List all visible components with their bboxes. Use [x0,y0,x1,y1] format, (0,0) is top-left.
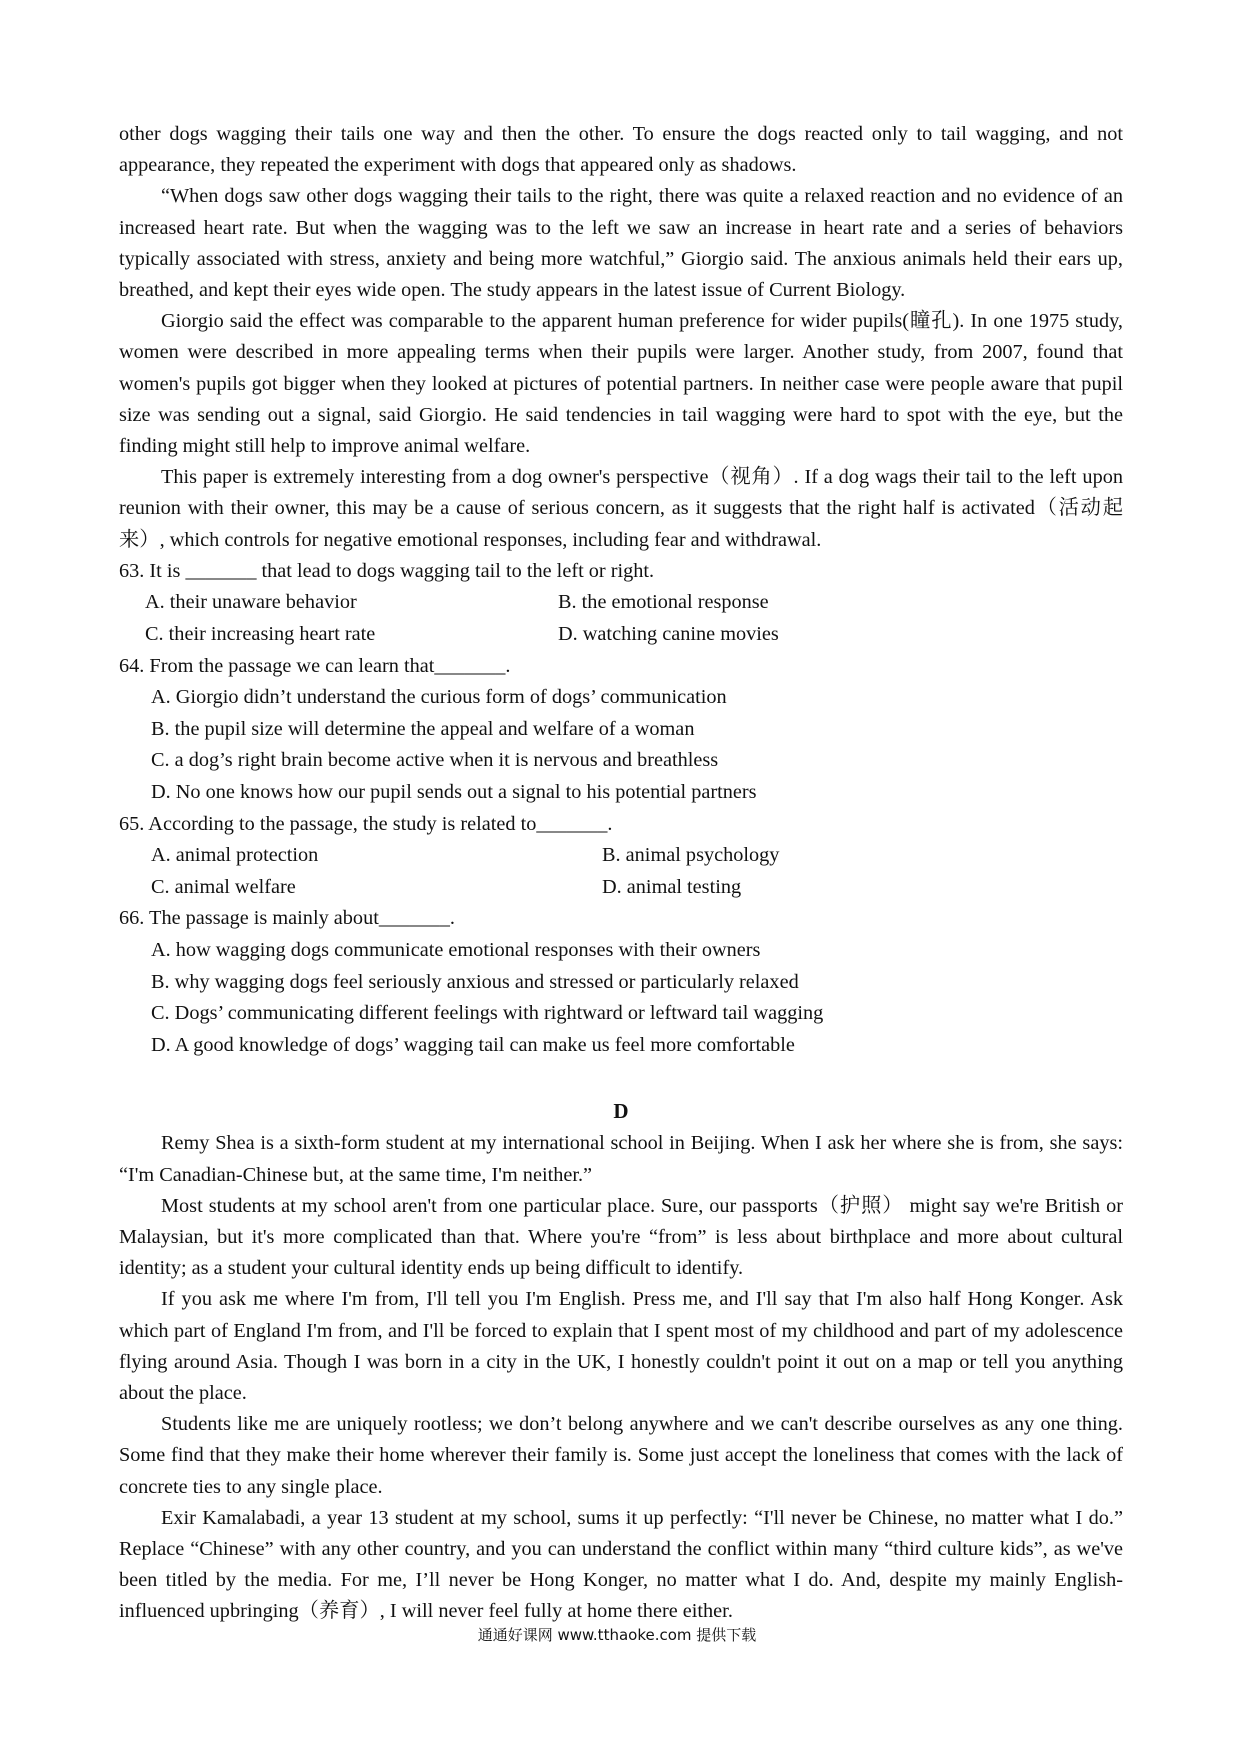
page-footer: 通通好课网 www.tthaoke.com 提供下载 [477,1626,757,1644]
option-row [119,872,1123,904]
passage-paragraph: other dogs wagging their tails one way and then the other. To ensure the dogs reacted only to tail wagging, and not appearance, they repeated the experiment with dogs that appeared only as shadows. [119,123,1123,177]
passage-paragraph: Students like me are uniquely rootless; we don’t belong anywhere and we can't describe ourselves as any one thing. Some find that they make their home wherever their family is. Some just accept the loneliness that comes with the lack of concrete ties to any single place. [119,1413,1123,1498]
option-d: D. A good knowledge of dogs’ wagging tail can make us feel more comfortable [151,1033,795,1056]
question-stem: 63. It is _______ that lead to dogs wagging tail to the left or right. [119,559,655,582]
option-c: C. their increasing heart rate [145,623,376,646]
passage-paragraph: This paper is extremely interesting from a dog owner's perspective（视角）. If a dog wags their tail to the left upon reunion with their owner, this may be a cause of serious concern, as it suggests that the right half is activated（活动起来）, which controls for negative emotional responses, including fear and withdrawal. [119,466,1123,551]
option-c: C. a dog’s right brain become active when it is nervous and breathless [151,749,719,772]
option-row [119,619,1123,651]
option-a: A. their unaware behavior [145,591,357,614]
option-b: B. animal psychology [602,844,780,867]
question-66 [119,903,1123,1061]
question-63 [119,556,1123,651]
passage-paragraph: Remy Shea is a sixth-form student at my international school in Beijing. When I ask her where she is from, she says: “I'm Canadian-Chinese but, at the same time, I'm neither.” [119,1132,1123,1186]
option-b: B. the emotional response [558,591,769,614]
option-a: A. animal protection [151,844,319,867]
section-title: D [613,1099,629,1124]
option-row [119,587,1123,619]
option-a: A. how wagging dogs communicate emotional responses with their owners [151,938,761,961]
option-b: B. why wagging dogs feel seriously anxious and stressed or particularly relaxed [151,970,799,993]
option-d: D. No one knows how our pupil sends out a signal to his potential partners [151,781,757,803]
option-b: B. the pupil size will determine the appeal and welfare of a woman [151,717,695,740]
question-65 [119,809,1123,904]
passage-paragraph: Giorgio said the effect was comparable to the apparent human preference for wider pupils(瞳孔). In one 1975 study, women were described in more appealing terms when their pupils were larger. Another study, from 2007, found that women's pupils got bigger when they looked at pictures of potential partners. In neither case were people aware that pupil size was sending out a signal, said Giorgio. He said tendencies in tail wagging were hard to spot with the eye, but the finding might still help to improve animal welfare. [119,310,1123,458]
option-c: C. animal welfare [151,875,296,898]
option-d: D. watching canine movies [558,623,779,646]
question-stem: 66. The passage is mainly about_______. [119,907,455,930]
question-stem: 64. From the passage we can learn that_______. [119,654,511,677]
option-a: A. Giorgio didn’t understand the curious form of dogs’ communication [151,686,727,709]
question-stem: 65. According to the passage, the study is related to_______. [119,812,613,835]
page-content [119,119,1123,1628]
option-d: D. animal testing [602,875,742,898]
passage-paragraph: Exir Kamalabadi, a year 13 student at my school, sums it up perfectly: “I'll never be Chinese, no matter what I do.” Replace “Chinese” with any other country, and you can understand the conflict within many “third culture kids”, as we've been titled by the media. For me, I’ll never be Hong Konger, no matter what I do. And, despite my mainly English-influenced upbringing（养育）, I will never feel fully at home there either. [119,1506,1123,1623]
passage-paragraph: Most students at my school aren't from one particular place. Sure, our passports（护照） might say we're British or Malaysian, but it's more complicated than that. Where you're “from” is less about birthplace and more about cultural identity; as a student your cultural identity ends up being difficult to identify. [119,1194,1123,1280]
option-row [119,840,1123,872]
option-c: C. Dogs’ communicating different feelings with rightward or leftward tail wagging [151,1002,824,1025]
passage-paragraph: If you ask me where I'm from, I'll tell you I'm English. Press me, and I'll say that I'm also half Hong Konger. Ask which part of England I'm from, and I'll be forced to explain that I spent most of my childhood and part of my adolescence flying around Asia. Though I was born in a city in the UK, I honestly couldn't point it out on a map or tell you anything about the place. [119,1288,1123,1404]
passage-paragraph: “When dogs saw other dogs wagging their tails to the right, there was quite a relaxed reaction and no evidence of an increased heart rate. But when the wagging was to the left we saw an increase in heart rate and a series of behaviors typically associated with stress, anxiety and being more watchful,” Giorgio said. The anxious animals held their ears up, breathed, and kept their eyes wide open. The study appears in the latest issue of Current Biology. [119,185,1123,302]
question-64 [119,651,1123,809]
